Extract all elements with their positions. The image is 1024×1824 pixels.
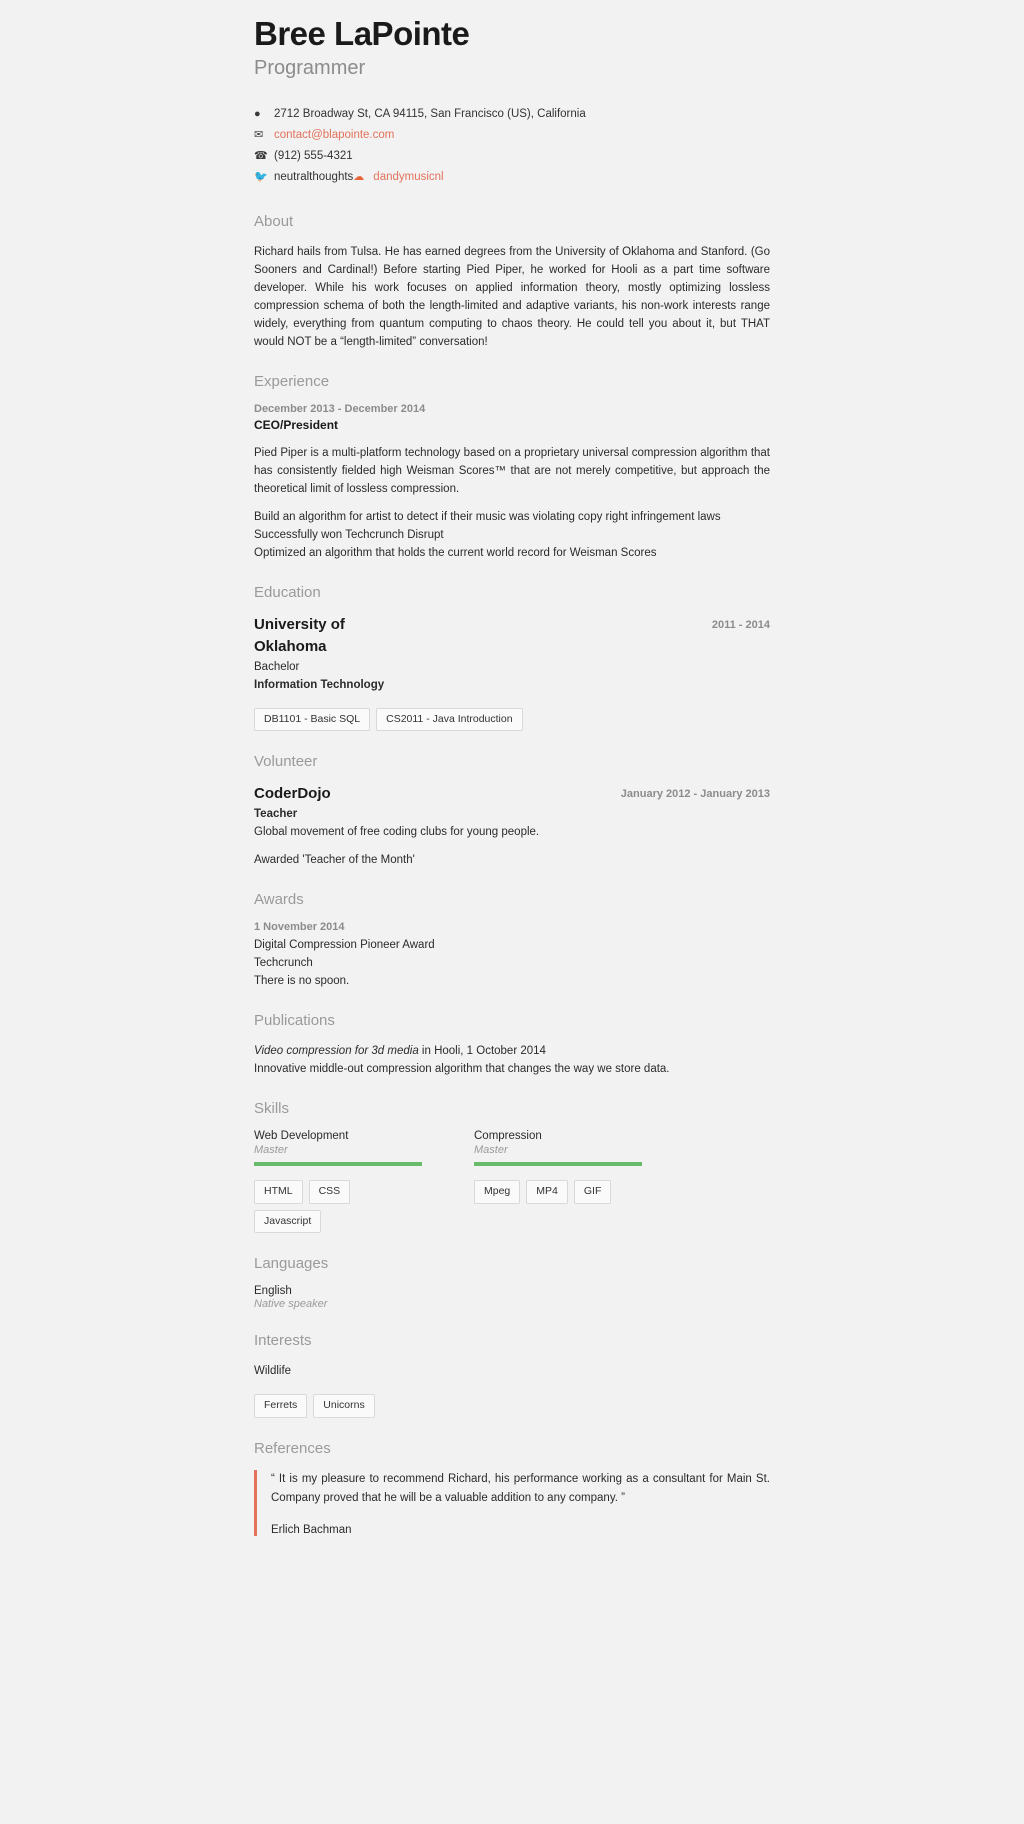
- course-tag: DB1101 - Basic SQL: [254, 708, 370, 732]
- volunteer-organization: CoderDojo: [254, 785, 331, 803]
- skill-tag: Javascript: [254, 1210, 321, 1234]
- email-link[interactable]: contact@blapointe.com: [274, 128, 395, 141]
- experience-date: December 2013 - December 2014: [254, 402, 426, 415]
- section-volunteer: [254, 753, 770, 869]
- section-about: [254, 213, 770, 351]
- reference-quote: “ It is my pleasure to recommend Richard, his performance working as a consultant for Main St. Company proved that he will be a valuable addition to any company. ”: [271, 1472, 770, 1504]
- section-title-skills: Skills: [254, 1100, 290, 1118]
- award-summary: There is no spoon.: [254, 975, 350, 988]
- section-title-awards: Awards: [254, 891, 304, 909]
- interest-tag: Ferrets: [254, 1394, 307, 1418]
- section-interests: [254, 1332, 770, 1418]
- section-title-about: About: [254, 212, 294, 230]
- award-date: 1 November 2014: [254, 921, 345, 934]
- reference-author: Erlich Bachman: [271, 1523, 352, 1536]
- volunteer-highlight: Awarded 'Teacher of the Month': [254, 854, 415, 867]
- section-experience: [254, 373, 770, 562]
- course-tag: CS2011 - Java Introduction: [376, 708, 522, 732]
- contact-phone: [254, 146, 770, 166]
- soundcloud-handle[interactable]: dandymusicnl: [373, 170, 444, 183]
- highlight-item: Successfully won Techcrunch Disrupt: [254, 528, 444, 541]
- phone-icon: ☎: [254, 149, 268, 162]
- twitter-handle[interactable]: neutralthoughts: [274, 170, 354, 183]
- volunteer-left: [254, 783, 331, 823]
- skill-keywords: [474, 1180, 642, 1204]
- experience-summary: Pied Piper is a multi-platform technology based on a proprietary universal compression algorithm that has consistently fielded high Weisman Scores™ that are not merely competitive, but approach the theoretical limit of lossless compression.: [254, 446, 770, 495]
- contact-email[interactable]: [254, 125, 770, 145]
- reference-quote-block: [254, 1470, 770, 1536]
- volunteer-date: January 2012 - January 2013: [620, 788, 770, 801]
- skill-tag: Mpeg: [474, 1180, 520, 1204]
- volunteer-position: Teacher: [254, 808, 298, 821]
- skill-name: Compression: [474, 1130, 542, 1143]
- contact-address: [254, 104, 770, 124]
- skill-bar-track: [254, 1162, 422, 1166]
- publication-entry: [254, 1042, 770, 1060]
- interest-name: Wildlife: [254, 1365, 292, 1378]
- section-title-languages: Languages: [254, 1255, 329, 1273]
- publication-publisher: in Hooli, 1 October 2014: [421, 1045, 546, 1058]
- job-role: Programmer: [254, 56, 366, 79]
- address-text: 2712 Broadway St, CA 94115, San Francisco (US), California: [274, 107, 586, 120]
- skills-grid: [254, 1130, 770, 1233]
- skill-bar-fill: [254, 1162, 422, 1166]
- volunteer-summary: Global movement of free coding clubs for young people.: [254, 826, 540, 839]
- highlight-item: Optimized an algorithm that holds the current world record for Weisman Scores: [254, 546, 657, 559]
- section-title-experience: Experience: [254, 372, 330, 390]
- skill-item: [254, 1130, 422, 1233]
- education-left: [254, 614, 404, 694]
- award-title: Digital Compression Pioneer Award: [254, 939, 435, 952]
- section-title-volunteer: Volunteer: [254, 753, 318, 771]
- skill-keywords: [254, 1180, 422, 1233]
- phone-text: (912) 555-4321: [274, 149, 353, 162]
- section-title-references: References: [254, 1439, 331, 1457]
- full-name: Bree LaPointe: [254, 15, 470, 52]
- education-entry: [254, 614, 770, 694]
- twitter-icon: 🐦: [254, 170, 268, 183]
- section-title-publications: Publications: [254, 1012, 335, 1030]
- envelope-icon: ✉: [254, 128, 264, 141]
- skill-tag: GIF: [574, 1180, 612, 1204]
- publication-name: Video compression for 3d media: [254, 1045, 419, 1058]
- skill-bar-track: [474, 1162, 642, 1166]
- contact-social: [254, 167, 770, 187]
- skill-level: Master: [254, 1144, 288, 1157]
- section-references: [254, 1440, 770, 1536]
- interest-tag: Unicorns: [313, 1394, 374, 1418]
- section-education: [254, 584, 770, 732]
- section-title-education: Education: [254, 583, 321, 601]
- skill-name: Web Development: [254, 1130, 349, 1143]
- publication-summary: Innovative middle-out compression algorithm that changes the way we store data.: [254, 1063, 670, 1076]
- skill-bar-fill: [474, 1162, 642, 1166]
- skill-tag: MP4: [526, 1180, 568, 1204]
- resume-sheet: [254, 0, 770, 1584]
- education-date: 2011 - 2014: [711, 618, 770, 631]
- about-text: Richard hails from Tulsa. He has earned degrees from the University of Oklahoma and Stanford. (Go Sooners and Cardinal!) Before starting Pied Piper, he worked for Hooli as a part time software developer. While his work focuses on applied information theory, mostly optimizing lossless compression schema of both the length-limited and adaptive variants, his non-work interests range widely, everything from quantum computing to chaos theory. He could tell you about it, but THAT would NOT be a “length-limited” conversation!: [254, 245, 770, 348]
- experience-highlights: [254, 508, 770, 562]
- skill-tag: CSS: [309, 1180, 351, 1204]
- experience-position: CEO/President: [254, 417, 339, 432]
- language-fluency: Native speaker: [254, 1298, 328, 1311]
- soundcloud-icon: ☁: [353, 170, 365, 183]
- section-title-interests: Interests: [254, 1332, 312, 1350]
- location-pin-icon: ●︎: [254, 107, 261, 120]
- interest-keywords: [254, 1394, 770, 1418]
- education-courses: [254, 708, 770, 732]
- language-name: English: [254, 1285, 292, 1298]
- section-awards: [254, 891, 770, 990]
- education-degree: Bachelor: [254, 660, 300, 673]
- section-publications: [254, 1012, 770, 1078]
- resume-header: [254, 14, 770, 187]
- education-field: Information Technology: [254, 678, 385, 691]
- skill-item: [474, 1130, 642, 1233]
- contact-block: [254, 104, 770, 187]
- award-awarder: Techcrunch: [254, 957, 313, 970]
- section-languages: [254, 1255, 770, 1310]
- volunteer-entry: [254, 783, 770, 823]
- skill-tag: HTML: [254, 1180, 303, 1204]
- section-skills: [254, 1100, 770, 1233]
- education-institution: University of Oklahoma: [254, 615, 345, 655]
- highlight-item: Build an algorithm for artist to detect if their music was violating copy right infringement laws: [254, 510, 721, 523]
- skill-level: Master: [474, 1144, 508, 1157]
